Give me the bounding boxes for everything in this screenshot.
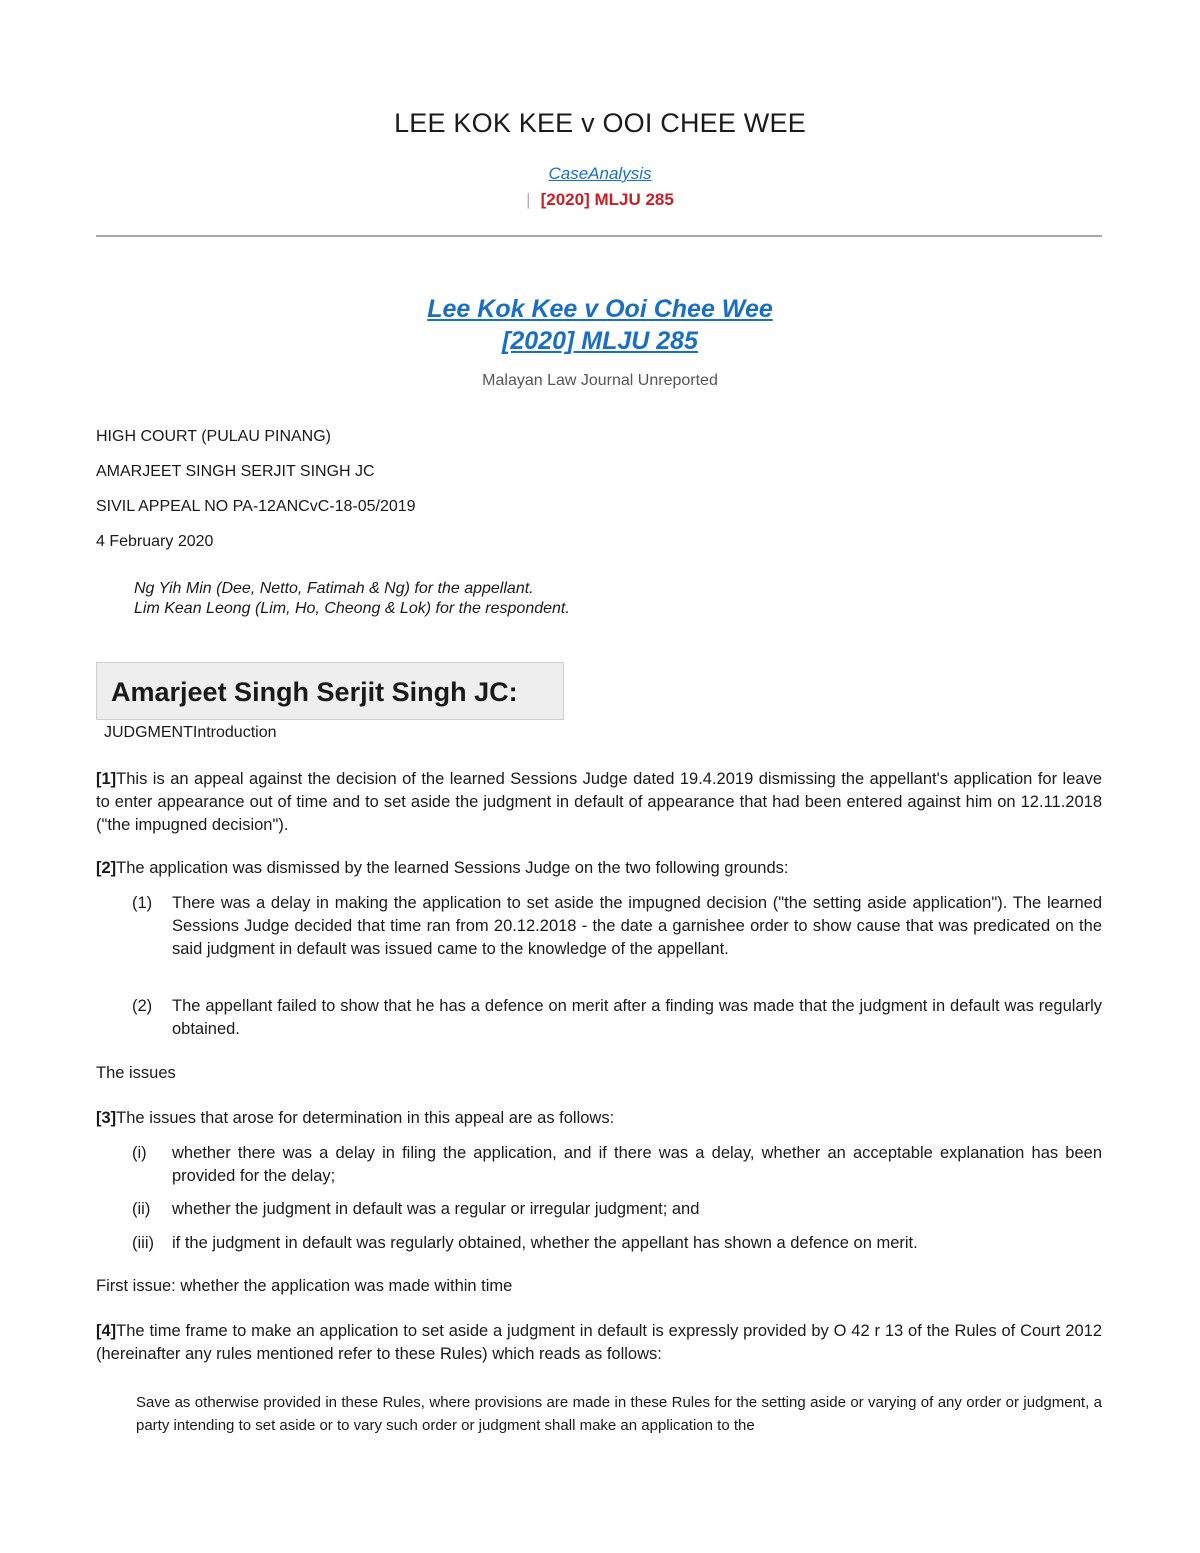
list-item-number: (ii) xyxy=(132,1200,151,1218)
paragraph-number: [2] xyxy=(96,859,117,877)
list-item-text: The appellant failed to show that he has a defence on merit after a finding was made that the judgment in default was regularly obtained. xyxy=(172,997,1102,1038)
case-citation-link[interactable]: [2020] MLJU 285 xyxy=(502,327,698,355)
counsel-appellant: Ng Yih Min (Dee, Netto, Fatimah & Ng) for the appellant. xyxy=(134,580,534,597)
paragraph-2 xyxy=(96,857,1102,880)
counsel-respondent: Lim Kean Leong (Lim, Ho, Cheong & Lok) for the respondent. xyxy=(134,600,570,617)
list-item-number: (2) xyxy=(132,997,153,1015)
quoted-rule: Save as otherwise provided in these Rules, where provisions are made in these Rules for the setting aside or varying of any order or judgment, a party intending to set aside or to vary such order or judgment shall make an application to the xyxy=(136,1394,1102,1434)
case-analysis-link[interactable]: CaseAnalysis xyxy=(548,164,652,183)
judgment-date: 4 February 2020 xyxy=(96,533,214,550)
judge-heading: Amarjeet Singh Serjit Singh JC: xyxy=(96,662,564,720)
section-heading-issues: The issues xyxy=(96,1064,176,1082)
list-item-text: whether the judgment in default was a regular or irregular judgment; and xyxy=(172,1200,700,1218)
list-item-text: There was a delay in making the application to set aside the impugned decision ("the setting aside application"). The learned Sessions Judge decided that time ran from 20.12.2018 - the date a garnishee order to show cause that was predicated on the said judgment in default was issued came to the knowledge of the appellant. xyxy=(172,894,1102,958)
paragraph-text: The issues that arose for determination in this appeal are as follows: xyxy=(116,1109,615,1127)
citation-line xyxy=(0,190,1200,210)
section-heading-first-issue: First issue: whether the application was made within time xyxy=(96,1277,513,1295)
paragraph-4 xyxy=(96,1320,1102,1366)
paragraph-3 xyxy=(96,1107,1102,1130)
list-item-text: if the judgment in default was regularly obtained, whether the appellant has shown a defence on merit. xyxy=(172,1234,918,1252)
paragraph-text: The time frame to make an application to set aside a judgment in default is expressly provided by O 42 r 13 of the Rules of Court 2012 (hereinafter any rules mentioned refer to these Rules) which reads as follows: xyxy=(96,1322,1102,1363)
paragraph-number: [4] xyxy=(96,1322,117,1340)
appeal-number: SIVIL APPEAL NO PA-12ANCvC-18-05/2019 xyxy=(96,498,416,515)
judge-name: AMARJEET SINGH SERJIT SINGH JC xyxy=(96,463,375,480)
paragraph-1 xyxy=(96,768,1102,837)
document-title: LEE KOK KEE v OOI CHEE WEE xyxy=(394,108,806,138)
citation-text: [2020] MLJU 285 xyxy=(540,190,674,209)
judgment-subheading: JUDGMENTIntroduction xyxy=(104,724,277,741)
list-item-number: (i) xyxy=(132,1144,147,1162)
court-name: HIGH COURT (PULAU PINANG) xyxy=(96,428,331,445)
header-divider xyxy=(96,235,1102,237)
journal-name: Malayan Law Journal Unreported xyxy=(482,372,718,389)
paragraph-number: [1] xyxy=(96,770,117,788)
paragraph-number: [3] xyxy=(96,1109,117,1127)
citation-separator: | xyxy=(526,190,531,209)
case-name-link[interactable]: Lee Kok Kee v Ooi Chee Wee xyxy=(427,295,773,323)
paragraph-text: This is an appeal against the decision of the learned Sessions Judge dated 19.4.2019 dismissing the appellant's application for leave to enter appearance out of time and to set aside the judgment in default of appearance that had been entered against him on 12.11.2018 ("the impugned decision"). xyxy=(96,770,1102,834)
list-item-text: whether there was a delay in filing the application, and if there was a delay, whether an acceptable explanation has been provided for the delay; xyxy=(172,1144,1102,1185)
list-item-number: (iii) xyxy=(132,1234,154,1252)
list-item-number: (1) xyxy=(132,894,153,912)
paragraph-text: The application was dismissed by the learned Sessions Judge on the two following grounds: xyxy=(116,859,789,877)
